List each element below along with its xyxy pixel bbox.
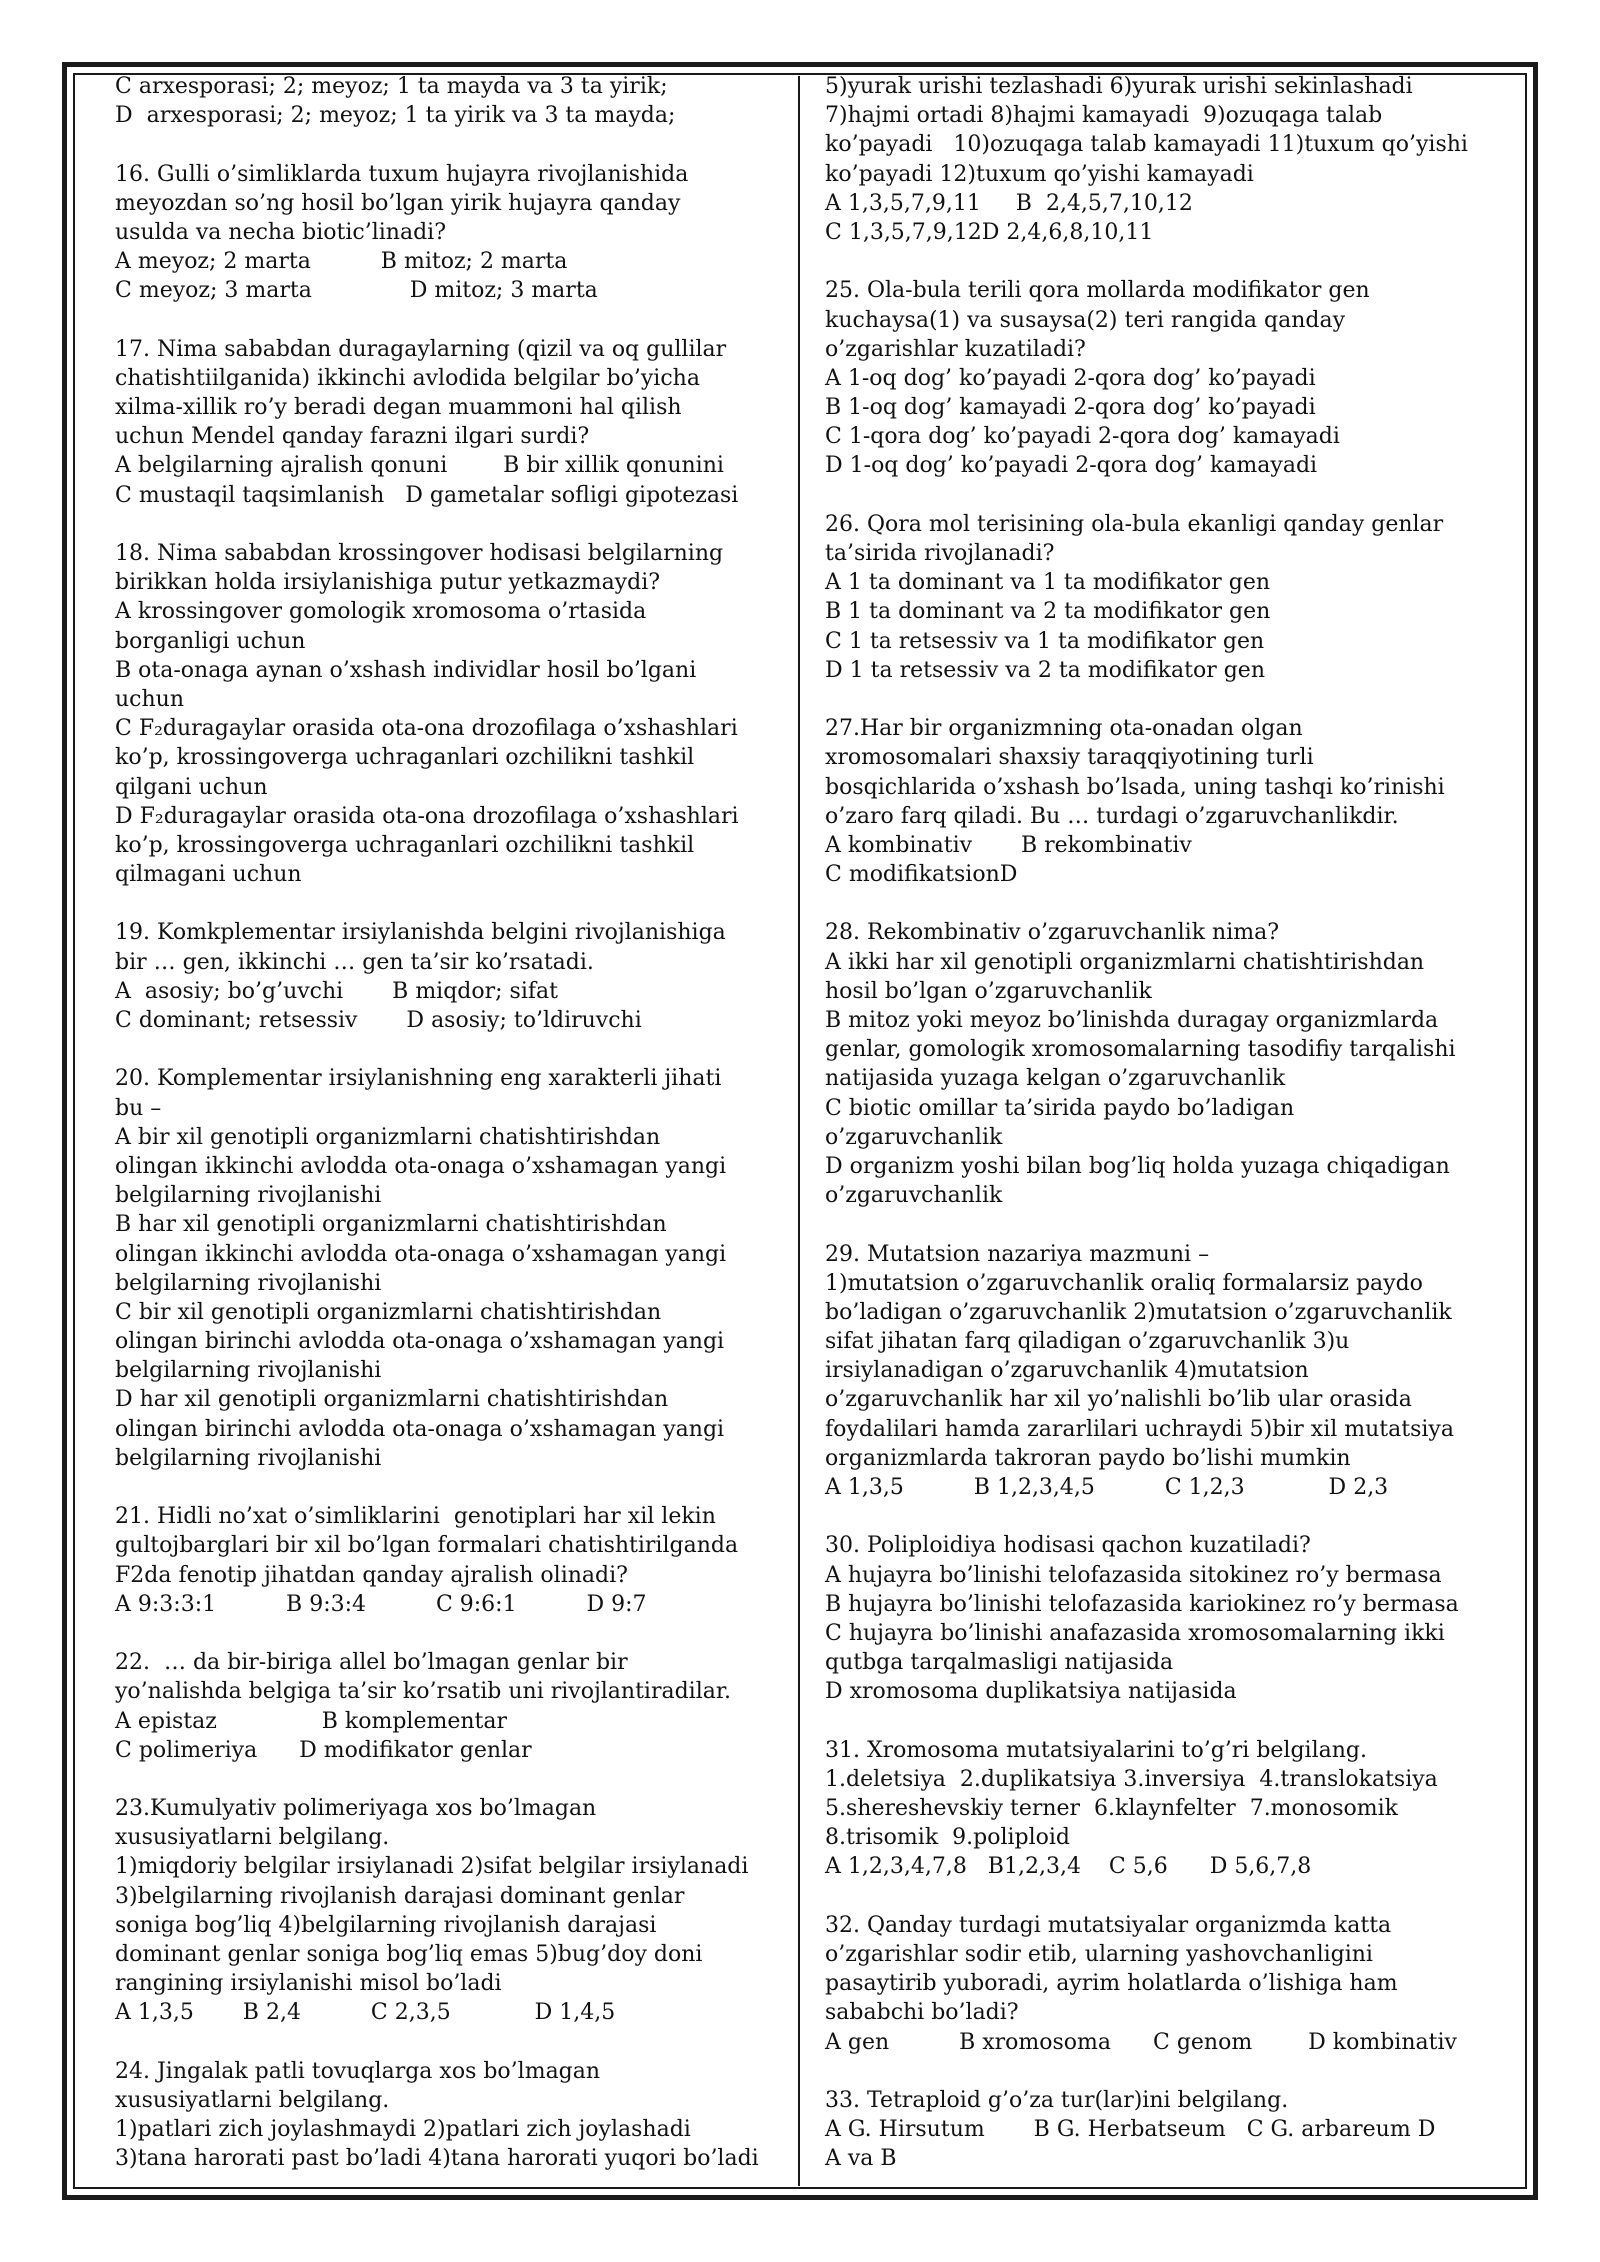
text-line: D F₂duragaylar orasida ota-ona drozofilaga o’xshashlari — [115, 803, 739, 829]
text-line: 24. Jingalak patli tovuqlarga xos bo’lmagan — [115, 2058, 601, 2084]
text-line: sifat jihatan farq qiladigan o’zgaruvchanlik 3)u — [825, 1329, 1350, 1355]
text-line: soniga bog’liq 4)belgilarning rivojlanish darajasi — [115, 1912, 657, 1938]
text-line: foydalilari hamda zararlilari uchraydi 5)bir xil mutatsiya — [825, 1416, 1454, 1442]
text-line: A 1,2,3,4,7,8 B1,2,3,4 C 5,6 D 5,6,7,8 — [825, 1854, 1312, 1880]
text-line: kuchaysa(1) va susaysa(2) teri rangida qanday — [825, 307, 1346, 333]
text-line: dominant genlar soniga bog’liq emas 5)bug’doy doni — [115, 1942, 703, 1967]
text-line: bu – — [115, 1095, 162, 1121]
text-line: A 1,3,5 B 1,2,3,4,5 C 1,2,3 D 2,3 — [825, 1475, 1389, 1500]
text-line: 1.deletsiya 2.duplikatsiya 3.inversiya 4.translokatsiya — [825, 1766, 1438, 1792]
line-gap — [115, 306, 785, 335]
text-line: 8.trisomik 9.poliploid — [825, 1825, 1071, 1851]
text-line: 16. Gulli o’simliklarda tuxum hujayra rivojlanishida — [115, 161, 689, 187]
text-line: belgilarning rivojlanishi — [115, 1183, 382, 1209]
text-line: olingan ikkinchi avlodda ota-onaga o’xshamagan yangi — [115, 1241, 727, 1267]
text-line: birikkan holda irsiylanishiga putur yetkazmaydi? — [115, 570, 661, 596]
text-line: A krossingover gomologik xromosoma o’rtasida — [115, 599, 647, 625]
text-line: belgilarning rivojlanishi — [115, 1445, 382, 1471]
text-line: 23.Kumulyativ polimeriyaga xos bo’lmagan — [115, 1796, 597, 1822]
text-line: ta’sirida rivojlanadi? — [825, 541, 1055, 566]
text-line: B hujayra bo’linishi telofazasida kariokinez ro’y bermasa — [825, 1591, 1459, 1617]
text-line: natijasida yuzaga kelgan o’zgaruvchanlik — [825, 1066, 1286, 1092]
text-line: C dominant; retsessiv D asosiy; to’ldiruvchi — [115, 1008, 642, 1033]
right-column — [825, 72, 1515, 2174]
text-line: B ota-onaga aynan o’xshash individlar hosil bo’lgani — [115, 657, 697, 683]
text-line: F2da fenotip jihatdan qanday ajralish olinadi? — [115, 1562, 628, 1588]
text-line: A epistaz B komplementar — [115, 1708, 508, 1734]
text-line: 1)patlari zich joylashmaydi 2)patlari zich joylashadi — [115, 2117, 691, 2143]
line-gap — [115, 1035, 785, 1064]
text-line: ko’p, krossingoverga uchraganlari ozchilikni tashkil — [115, 745, 695, 771]
text-line: qilgani uchun — [115, 774, 268, 800]
text-line: D 1-oq dog’ ko’payadi 2-qora dog’ kamayadi — [825, 453, 1318, 479]
text-line: irsiylanadigan o’zgaruvchanlik 4)mutatsion — [825, 1358, 1309, 1384]
text-line: C arxesporasi; 2; meyoz; 1 ta mayda va 3 ta yirik; — [115, 74, 668, 99]
text-line: 32. Qanday turdagi mutatsiyalar organizmda katta — [825, 1912, 1392, 1938]
text-line: belgilarning rivojlanishi — [115, 1358, 382, 1384]
text-line: bir … gen, ikkinchi … gen ta’sir ko’rsatadi. — [115, 949, 594, 975]
text-line: B har xil genotipli organizmlarni chatishtirishdan — [115, 1212, 667, 1238]
text-line: usulda va necha biotic’linadi? — [115, 219, 447, 245]
text-line: olingan ikkinchi avlodda ota-onaga o’xshamagan yangi — [115, 1153, 727, 1179]
text-line: pasaytirib yuboradi, ayrim holatlarda o’lishiga ham — [825, 1971, 1398, 1997]
text-line: 25. Ola-bula terili qora mollarda modifikator gen — [825, 278, 1370, 304]
text-line: 3)tana harorati past bo’ladi 4)tana harorati yuqori bo’ladi — [115, 2146, 759, 2172]
text-line: o’zaro farq qiladi. Bu … turdagi o’zgaruvchanlikdir. — [825, 803, 1399, 829]
text-line: 28. Rekombinativ o’zgaruvchanlik nima? — [825, 920, 1279, 946]
text-line: qutbga tarqalmasligi natijasida — [825, 1650, 1174, 1676]
text-line: yo’nalishda belgiga ta’sir ko’rsatib uni rivojlantiradilar. — [115, 1679, 731, 1705]
text-line: A 1 ta dominant va 1 ta modifikator gen — [825, 570, 1271, 596]
text-line: 17. Nima sababdan duragaylarning (qizil va oq gullilar — [115, 336, 727, 362]
line-gap — [825, 247, 1515, 276]
text-line: D har xil genotipli organizmlarni chatishtirishdan — [115, 1387, 669, 1413]
text-line: B mitoz yoki meyoz bo’linishda duragay organizmlarda — [825, 1008, 1439, 1033]
text-line: A asosiy; bo’g’uvchi B miqdor; sifat — [115, 978, 558, 1004]
line-gap — [115, 130, 785, 159]
text-line: 29. Mutatsion nazariya mazmuni – — [825, 1241, 1210, 1267]
line-gap — [825, 1882, 1515, 1911]
text-line: rangining irsiylanishi misol bo’ladi — [115, 1971, 502, 1997]
text-line: ko’payadi 10)ozuqaga talab kamayadi 11)tuxum qo’yishi — [825, 132, 1468, 158]
column-divider — [798, 76, 800, 2186]
text-line: hosil bo’lgan o’zgaruvchanlik — [825, 978, 1152, 1004]
text-line: 5)yurak urishi tezlashadi 6)yurak urishi sekinlashadi — [825, 74, 1413, 99]
text-line: 19. Komkplementar irsiylanishda belgini rivojlanishiga — [115, 920, 726, 946]
text-line: uchun — [115, 686, 184, 712]
text-line: D xromosoma duplikatsiya natijasida — [825, 1679, 1237, 1705]
text-line: 26. Qora mol terisining ola-bula ekanligi qanday genlar — [825, 511, 1444, 537]
text-line: olingan birinchi avlodda ota-onaga o’xshamagan yangi — [115, 1329, 725, 1355]
text-line: C modifikatsionD — [825, 862, 1018, 888]
text-line: sababchi bo’ladi? — [825, 2000, 1019, 2026]
text-line: A bir xil genotipli organizmlarni chatishtirishdan — [115, 1124, 661, 1150]
text-line: D 1 ta retsessiv va 2 ta modifikator gen — [825, 657, 1265, 683]
text-line: A ikki har xil genotipli organizmlarni chatishtirishdan — [825, 949, 1425, 975]
text-line: chatishtiilganida) ikkinchi avlodida belgilar bo’yicha — [115, 365, 700, 391]
text-line: ko’payadi 12)tuxum qo’yishi kamayadi — [825, 161, 1254, 187]
line-gap — [825, 889, 1515, 918]
text-line: B 1 ta dominant va 2 ta modifikator gen — [825, 599, 1271, 625]
text-line: A gen B xromosoma C genom D kombinativ — [825, 2029, 1457, 2055]
line-gap — [115, 1619, 785, 1648]
line-gap — [825, 1502, 1515, 1531]
text-line: A 9:3:3:1 B 9:3:4 C 9:6:1 D 9:7 — [115, 1591, 647, 1617]
text-line: A 1-oq dog’ ko’payadi 2-qora dog’ ko’payadi — [825, 365, 1316, 391]
text-line: C 1-qora dog’ ko’payadi 2-qora dog’ kamayadi — [825, 424, 1340, 450]
text-line: meyozdan so’ng hosil bo’lgan yirik hujayra qanday — [115, 190, 681, 216]
text-line: xilma-xillik ro’y beradi degan muammoni hal qilish — [115, 395, 682, 421]
text-line: 33. Tetraploid g’o’za tur(lar)ini belgilang. — [825, 2087, 1289, 2113]
text-line: D organizm yoshi bilan bog’liq holda yuzaga chiqadigan — [825, 1153, 1450, 1179]
line-gap — [115, 2028, 785, 2057]
line-gap — [825, 2057, 1515, 2086]
text-line: o’zgarishlar sodir etib, ularning yashovchanligini — [825, 1942, 1373, 1967]
text-line: A 1,3,5,7,9,11 B 2,4,5,7,10,12 — [825, 190, 1193, 216]
text-line: C polimeriya D modifikator genlar — [115, 1737, 532, 1763]
text-line: C 1 ta retsessiv va 1 ta modifikator gen — [825, 628, 1265, 654]
line-gap — [825, 481, 1515, 510]
line-gap — [115, 889, 785, 918]
text-line: A hujayra bo’linishi telofazasida sitokinez ro’y bermasa — [825, 1562, 1442, 1588]
text-line: 3)belgilarning rivojlanish darajasi dominant genlar — [115, 1883, 685, 1909]
text-line: bo’ladigan o’zgaruvchanlik 2)mutatsion o’zgaruvchanlik — [825, 1299, 1452, 1325]
line-gap — [825, 1210, 1515, 1239]
text-line: A va B — [825, 2146, 897, 2172]
text-line: qilmagani uchun — [115, 862, 302, 888]
text-line: C bir xil genotipli organizmlarni chatishtirishdan — [115, 1299, 662, 1325]
text-line: bosqichlarida o’xshash bo’lsada, uning tashqi ko’rinishi — [825, 774, 1445, 800]
line-gap — [115, 510, 785, 539]
text-line: 21. Hidli no’xat o’simliklarini genotiplari har xil lekin — [115, 1504, 716, 1530]
text-line: C hujayra bo’linishi anafazasida xromosomalarning ikki — [825, 1620, 1445, 1646]
text-line: C biotic omillar ta’sirida paydo bo’ladigan — [825, 1095, 1295, 1121]
text-line: C meyoz; 3 marta D mitoz; 3 marta — [115, 278, 598, 304]
text-line: C mustaqil taqsimlanish D gametalar sofligi gipotezasi — [115, 482, 739, 508]
text-line: A 1,3,5 B 2,4 C 2,3,5 D 1,4,5 — [115, 2000, 616, 2026]
text-line: 1)mutatsion o’zgaruvchanlik oraliq formalarsiz paydo — [825, 1270, 1423, 1296]
text-line: 20. Komplementar irsiylanishning eng xarakterli jihati — [115, 1066, 722, 1092]
text-line: 22. … da bir-biriga allel bo’lmagan genlar bir — [115, 1650, 628, 1676]
text-line: A G. Hirsutum B G. Herbatseum C G. arbareum D — [825, 2117, 1436, 2143]
text-line: A belgilarning ajralish qonuni B bir xillik qonunini — [115, 453, 724, 479]
text-line: o’zgaruvchanlik — [825, 1183, 1003, 1209]
text-line: A kombinativ B rekombinativ — [825, 832, 1192, 858]
text-line: D arxesporasi; 2; meyoz; 1 ta yirik va 3 ta mayda; — [115, 103, 676, 129]
text-line: 31. Xromosoma mutatsiyalarini to’g’ri belgilang. — [825, 1737, 1367, 1763]
text-line: olingan birinchi avlodda ota-onaga o’xshamagan yangi — [115, 1416, 725, 1442]
line-gap — [115, 1765, 785, 1794]
text-line: 30. Poliploidiya hodisasi qachon kuzatiladi? — [825, 1533, 1311, 1559]
text-line: B 1-oq dog’ kamayadi 2-qora dog’ ko’payadi — [825, 395, 1316, 421]
text-line: 1)miqdoriy belgilar irsiylanadi 2)sifat belgilar irsiylanadi — [115, 1854, 749, 1880]
text-line: 18. Nima sababdan krossingover hodisasi belgilarning — [115, 541, 724, 566]
text-line: genlar, gomologik xromosomalarning tasodifiy tarqalishi — [825, 1037, 1456, 1063]
text-line: o’zgaruvchanlik — [825, 1124, 1003, 1150]
text-line: C F₂duragaylar orasida ota-ona drozofilaga o’xshashlari — [115, 716, 738, 742]
text-line: 27.Har bir organizmning ota-onadan olgan — [825, 716, 1303, 742]
text-line: C 1,3,5,7,9,12D 2,4,6,8,10,11 — [825, 219, 1154, 245]
line-gap — [825, 1707, 1515, 1736]
text-line: belgilarning rivojlanishi — [115, 1270, 382, 1296]
text-line: xususiyatlarni belgilang. — [115, 1825, 390, 1851]
line-gap — [115, 1473, 785, 1502]
text-line: organizmlarda takroran paydo bo’lishi mumkin — [825, 1445, 1351, 1471]
left-column — [115, 72, 785, 2174]
text-line: o’zgarishlar kuzatiladi? — [825, 336, 1086, 362]
text-line: borganligi uchun — [115, 628, 306, 654]
line-gap — [825, 685, 1515, 714]
text-line: ko’p, krossingoverga uchraganlari ozchilikni tashkil — [115, 832, 695, 858]
text-line: o’zgaruvchanlik har xil yo’nalishli bo’lib ular orasida — [825, 1387, 1412, 1413]
text-line: 5.shereshevskiy terner 6.klaynfelter 7.monosomik — [825, 1796, 1398, 1822]
text-line: xromosomalari shaxsiy taraqqiyotining turli — [825, 745, 1314, 771]
text-line: 7)hajmi ortadi 8)hajmi kamayadi 9)ozuqaga talab — [825, 103, 1383, 129]
text-line: gultojbarglari bir xil bo’lgan formalari chatishtirilganda — [115, 1533, 739, 1559]
text-line: A meyoz; 2 marta B mitoz; 2 marta — [115, 249, 568, 275]
text-line: xususiyatlarni belgilang. — [115, 2087, 390, 2113]
text-line: uchun Mendel qanday farazni ilgari surdi? — [115, 424, 590, 450]
